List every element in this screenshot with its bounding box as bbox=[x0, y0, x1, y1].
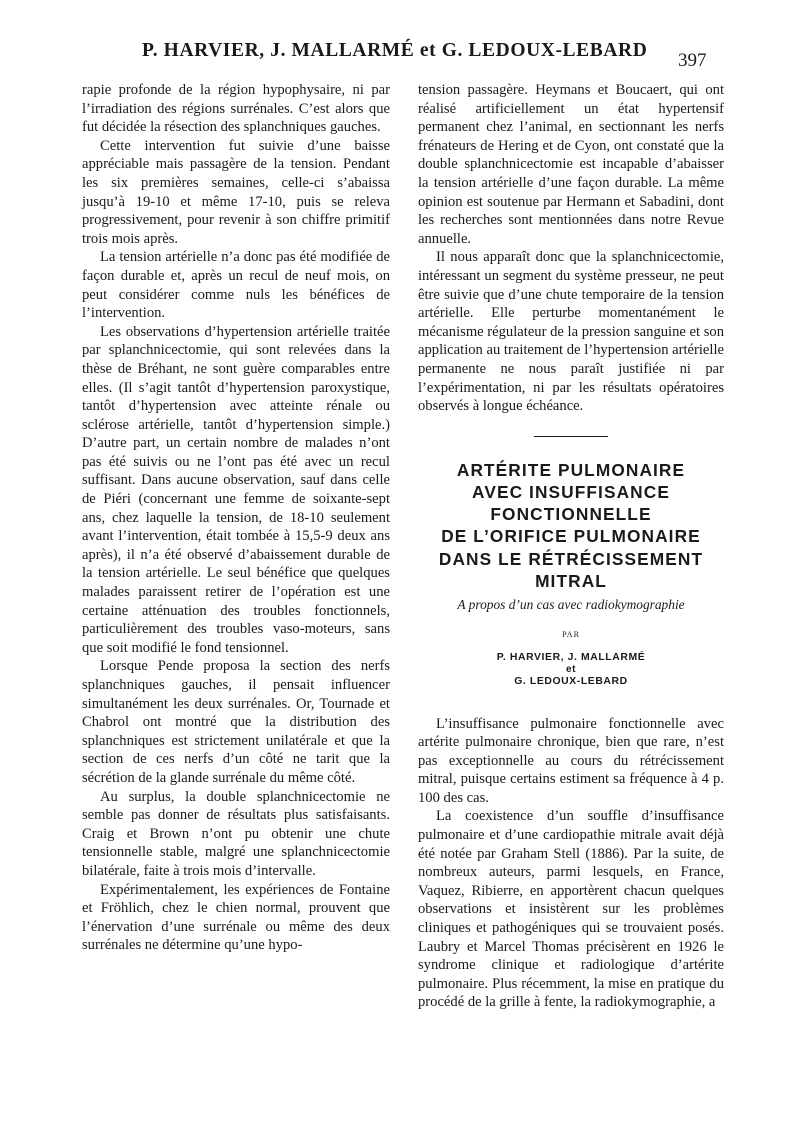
authors-line: P. HARVIER, J. MALLARMÉ bbox=[496, 651, 646, 663]
running-head bbox=[0, 40, 800, 74]
paragraph: Au surplus, la double splanchnicectomie ne semble pas donner de résultats plus satisfaisants. Craig et Brown n’ont pu obtenir une chute tensionnelle stable, malgré une splanchnicectomie bilatérale, faite à trois mois d’intervalle. bbox=[82, 788, 390, 879]
paragraph: Lorsque Pende proposa la section des nerfs splanchniques gauches, il pensait influencer simultanément les deux surrénales. Or, Tournade et Chabrol ont montré que la distribution des splanchniques est strictement unilatérale et que la section de ces nerfs d’un côté ne tarit que la sécrétion de la glande surrénale du même côté. bbox=[82, 658, 390, 786]
paragraph: Expérimentalement, les expériences de Fontaine et Fröhlich, chez le chien normal, prouvent que l’énervation d’une surrénale ou même des deux surrénales ne détermine qu’une hypo- bbox=[82, 881, 390, 954]
paragraph: Les observations d’hypertension artérielle traitée par splanchnicectomie, qui sont relevées dans la thèse de Bréhant, ne sont guère comparables entre elles. (Il s’agit tantôt d’hypertension paroxystique, tantôt d’hypertension avec atteinte rénale ou sclérose artérielle, tantôt d’hypertension simple.) D’autre part, un certain nombre de malades n’ont pas été suivis ou ne l’ont pas été avec un recul suffisant. Dans aucune observation, sauf dans celle de Piéri (concernant une femme de soixante-sept ans, chez laquelle la tension, de 18-10 seulement avant l’intervention, était tombée à 15,5-9 deux ans après), il n’a été observé d’abaissement durable de la tension artérielle. Le seul bénéfice que quelques malades paraissent retirer de l’opération est une certaine atténuation des troubles fonctionnels, particulièrement des troubles vaso-moteurs, sans que soit modifié le fond tensionnel. bbox=[82, 323, 390, 656]
article-title bbox=[418, 459, 724, 592]
paragraph: La coexistence d’un souffle d’insuffisance pulmonaire et d’une cardiopathie mitrale avait déjà été notée par Graham Stell (1886). Par la suite, de nombreux auteurs, parmi lesquels, en France, Vaquez, Ribierre, en apportèrent chacun quelques observations et insistèrent sur les problèmes cliniques et pathogéniques qui se trouvaient posés. Laubry et Marcel Thomas précisèrent en 1926 le syndrome clinique et radiologique d’artérite pulmonaire. Plus récemment, la mise en pratique du procédé de la grille à fente, la radiokymographie, a bbox=[418, 808, 724, 1011]
authors-et: et bbox=[565, 663, 577, 675]
paragraph: L’insuffisance pulmonaire fonctionnelle avec artérite pulmonaire chronique, bien que rare, n’est pas exceptionnelle au cours du rétrécissement mitral, puisque certains estiment sa fréquence à 4 p. 100 des cas. bbox=[418, 715, 724, 806]
article-subtitle: A propos d’un cas avec radiokymographie bbox=[457, 596, 685, 612]
paragraph: La tension artérielle n’a donc pas été modifiée de façon durable et, après un recul de neuf mois, on peut considérer comme nuls les bénéfices de l’intervention. bbox=[82, 249, 390, 322]
running-title: P. HARVIER, J. MALLARMÉ et G. LEDOUX-LEBARD bbox=[142, 40, 648, 61]
article-title-line: MITRAL bbox=[535, 570, 607, 591]
article-title-line: AVEC INSUFFISANCE bbox=[472, 481, 670, 502]
article-title-line: DE L’ORIFICE PULMONAIRE bbox=[441, 526, 701, 547]
paragraph: Cette intervention fut suivie d’une baisse appréciable mais passagère de la tension. Pendant les six premières semaines, celle-ci s’abaissa jusqu’à 19-10 et même 17-10, puis se releva progressivement, pour revenir à son chiffre primitif trois mois après. bbox=[82, 137, 390, 247]
article-title-line: ARTÉRITE PULMONAIRE bbox=[456, 459, 686, 480]
paragraph: tension passagère. Heymans et Boucaert, qui ont réalisé artificiellement un état hypertensif permanent chez l’animal, en sectionnant les nerfs frénateurs de Hering et de Cyon, ont constaté que la double splanchnicectomie est incapable d’abaisser la tension artérielle d’une façon durable. La même opinion est soutenue par Hermann et Sabadini, dont les recherches sont mentionnées dans notre Revue annuelle. bbox=[418, 82, 724, 247]
authors-line: G. LEDOUX-LEBARD bbox=[514, 675, 628, 687]
article-authors bbox=[418, 651, 724, 689]
article-title-line: FONCTIONNELLE bbox=[490, 504, 652, 525]
byline-par: PAR bbox=[562, 629, 580, 639]
left-column bbox=[82, 81, 390, 955]
paragraph: Il nous apparaît donc que la splanchnicectomie, intéressant un segment du système presseur, ne peut être suivie que d’une chute temporaire de la tension artérielle. Elle perturbe momentanément le mécanisme régulateur de la pression sanguine et son application au traitement de l’hypertension artérielle permanente ne nous paraît justifiée ni par l’expérimentation, ni par les résultats opératoires observés à longue échéance. bbox=[418, 249, 724, 415]
section-divider bbox=[534, 436, 608, 437]
article-title-line: DANS LE RÉTRÉCISSEMENT bbox=[438, 548, 704, 569]
paragraph: rapie profonde de la région hypophysaire, ni par l’irradiation des régions surrénales. C’est alors que fut décidée la résection des splanchniques gauches. bbox=[82, 82, 390, 136]
page-number: 397 bbox=[678, 50, 707, 71]
right-column bbox=[418, 81, 724, 1012]
